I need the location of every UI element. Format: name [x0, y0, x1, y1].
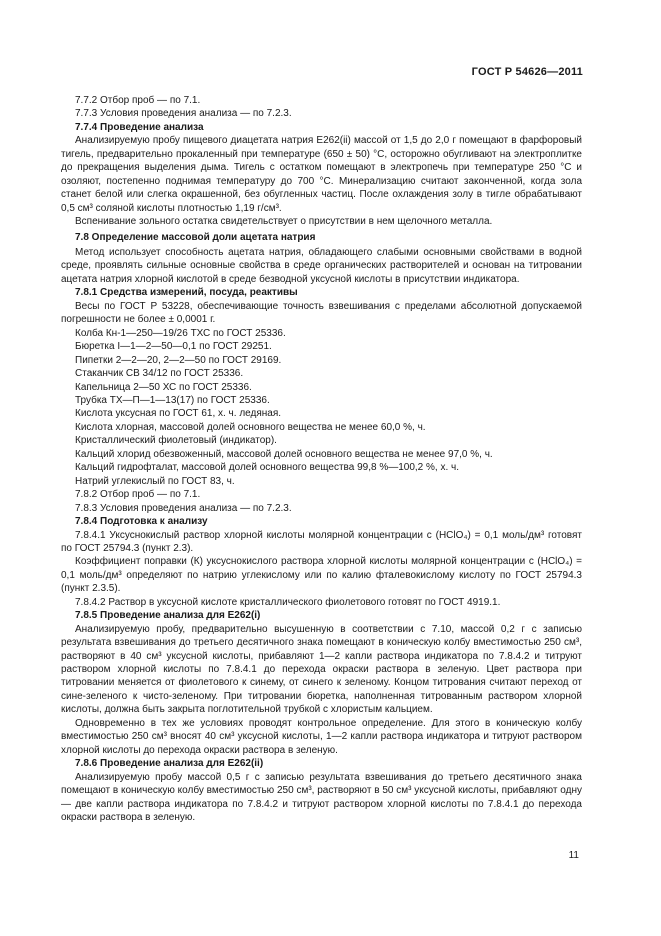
paragraph: Вспенивание зольного остатка свидетельствует о присутствии в нем щелочного металла.: [75, 216, 493, 228]
paragraph: Стаканчик СВ 34/12 по ГОСТ 25336.: [75, 368, 244, 380]
paragraph: Бюретка I—1—2—50—0,1 по ГОСТ 29251.: [75, 341, 272, 353]
document-header: ГОСТ Р 54626—2011: [471, 66, 583, 78]
paragraph: 7.8.3 Условия проведения анализа — по 7.2.3.: [75, 502, 292, 514]
paragraph: Колба Кн-1—250—19/26 ТХС по ГОСТ 25336.: [75, 327, 286, 339]
page-number: 11: [568, 850, 579, 861]
section-heading: 7.8.5 Проведение анализа для Е262(i): [75, 610, 261, 622]
paragraph: 7.7.2 Отбор проб — по 7.1.: [75, 95, 201, 106]
paragraph: Кислота уксусная по ГОСТ 61, х. ч. ледяная.: [75, 408, 282, 420]
paragraph: Анализируемую пробу массой 0,5 г с записью результата взвешивания до третьего десятичного знака помещают в коническую колбу вместимостью 250 см³, растворяют в 50 см³ уксусной кислоты, прибавляют одну — две капли раствора индикатора по 7.8.4.2 и титруют раствором хлорной кислоты по 7.8.4.1 до перехода окраски раствора в зеленую.: [61, 771, 582, 824]
section-heading: 7.8 Определение массовой доли ацетата натрия: [75, 231, 316, 243]
paragraph: Кальций хлорид обезвоженный, массовой долей основного вещества не менее 97,0 %, ч.: [75, 448, 493, 460]
paragraph: 7.7.3 Условия проведения анализа — по 7.2.3.: [75, 108, 292, 120]
paragraph: Кислота хлорная, массовой долей основного вещества не менее 60,0 %, ч.: [75, 421, 426, 433]
paragraph: Кристаллический фиолетовый (индикатор).: [75, 435, 277, 447]
paragraph: Натрий углекислый по ГОСТ 83, ч.: [75, 475, 235, 487]
paragraph: Анализируемую пробу пищевого диацетата натрия Е262(ii) массой от 1,5 до 2,0 г помещают в фарфоровый тигель, предварительно прокаленный при температуре (650 ± 50) °С, осторожно обугливают на электроплитке до прекращения выделения дыма. Тигель с остатком помещают в электропечь при температуре 250 °С и озоляют, постепенно поднимая температуру до 700 °С. Минерализацию считают законченной, когда зола станет белой или слегка окрашенной, без обугленных частиц. После охлаждения золу в тигле обрабатывают 0,5 см³ соляной кислоты плотностью 1,19 г/см³.: [61, 135, 582, 214]
paragraph: 7.8.2 Отбор проб — по 7.1.: [75, 489, 201, 501]
paragraph: Кальций гидрофталат, массовой долей основного вещества 99,8 %—100,2 %, х. ч.: [75, 462, 460, 474]
paragraph: Анализируемую пробу, предварительно высушенную в соответствии с 7.10, массой 0,2 г с записью результата взвешивания до третьего десятичного знака помещают в коническую колбу вместимостью 250 см³, растворяют в 40 см³ уксусной кислоты, прибавляют 1—2 капли раствора индикатора по 7.8.4.2 и титруют раствором хлорной кислоты по 7.8.4.1 до перехода окраски раствора в зеленую. Цвет раствора при титровании меняется от фиолетового к синему, от синего к зеленому. Концом титрования считают переход от сине-зеленого к чисто-зеленому. При титровании бюретка, наполненная титрованным раствором хлорной кислоты, должна быть закрыта поглотительной трубкой с хлористым кальцием.: [61, 623, 582, 716]
paragraph: Пипетки 2—2—20, 2—2—50 по ГОСТ 29169.: [75, 354, 282, 366]
document-body: [61, 94, 582, 824]
paragraph: Одновременно в тех же условиях проводят контрольное определение. Для этого в коническую колбу вместимостью 250 см³ вносят 40 см³ уксусной кислоты, 1—2 капли раствора индикатора и титруют раствором хлорной кислоты до перехода окраски раствора в зеленую.: [61, 717, 582, 756]
section-heading: 7.8.6 Проведение анализа для Е262(ii): [75, 758, 264, 770]
section-heading: 7.7.4 Проведение анализа: [75, 121, 204, 133]
paragraph: 7.8.4.1 Уксуснокислый раствор хлорной кислоты молярной концентрации с (HClO₄) = 0,1 моль/дм³ готовят по ГОСТ 25794.3 (пункт 2.3).: [61, 529, 582, 554]
paragraph: Трубка ТХ—П—1—13(17) по ГОСТ 25336.: [75, 394, 270, 406]
section-heading: 7.8.4 Подготовка к анализу: [75, 516, 208, 528]
paragraph: Капельница 2—50 ХС по ГОСТ 25336.: [75, 381, 252, 393]
section-heading: 7.8.1 Средства измерений, посуда, реактивы: [75, 287, 298, 299]
paragraph: Весы по ГОСТ Р 53228, обеспечивающие точность взвешивания с пределами абсолютной допускаемой погрешности не более ± 0,0001 г.: [61, 300, 582, 326]
paragraph: Метод использует способность ацетата натрия, обладающего слабыми основными свойствами в водной среде, проявлять сильные основные свойства в среде органических растворителей и основан на титровании ацетата натрия хлорной кислотой в среде безводной уксусной кислоты в присутствии индикатора.: [61, 246, 582, 285]
paragraph: 7.8.4.2 Раствор в уксусной кислоте кристаллического фиолетового готовят по ГОСТ 4919.1.: [75, 596, 501, 608]
paragraph: Коэффициент поправки (К) уксуснокислого раствора хлорной кислоты молярной концентрации с (HClO₄) = 0,1 моль/дм³ определяют по натрию углекислому или по калию фталевокислому кислоту по ГОСТ 25794.3 (пункт 2.3.5).: [61, 556, 582, 595]
